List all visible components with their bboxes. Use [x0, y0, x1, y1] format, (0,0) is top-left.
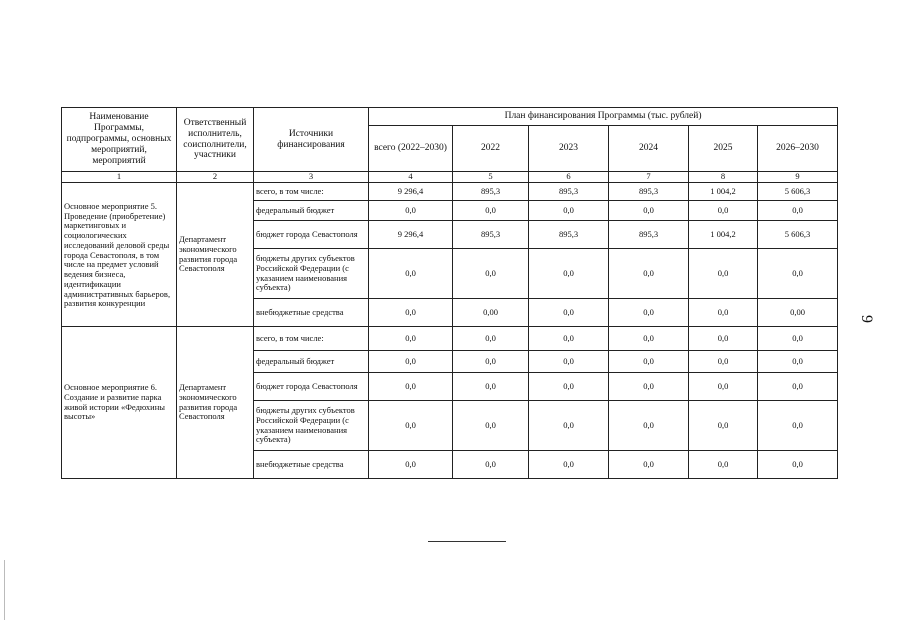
value-cell: 0,0 [369, 451, 453, 479]
column-index: 1 [62, 172, 177, 183]
value-cell: 0,0 [529, 299, 609, 327]
source-cell: внебюджетные средства [254, 451, 369, 479]
value-cell: 0,0 [689, 351, 758, 373]
value-cell: 0,0 [609, 201, 689, 221]
header-plan-title: План финансирования Программы (тыс. рублей) [369, 108, 838, 126]
source-cell: федеральный бюджет [254, 351, 369, 373]
value-cell: 0,0 [453, 351, 529, 373]
value-cell: 895,3 [529, 221, 609, 249]
column-index: 7 [609, 172, 689, 183]
value-cell: 0,0 [689, 451, 758, 479]
value-cell: 0,00 [453, 299, 529, 327]
value-cell: 0,0 [369, 299, 453, 327]
column-index: 3 [254, 172, 369, 183]
value-cell: 895,3 [529, 183, 609, 201]
value-cell: 0,0 [758, 327, 838, 351]
source-cell: внебюджетные средства [254, 299, 369, 327]
column-index: 4 [369, 172, 453, 183]
value-cell: 0,0 [689, 401, 758, 451]
header-source: Источники финансирования [254, 108, 369, 172]
column-index: 9 [758, 172, 838, 183]
value-cell: 895,3 [453, 183, 529, 201]
value-cell: 0,0 [369, 351, 453, 373]
value-cell: 0,0 [369, 201, 453, 221]
value-cell: 0,0 [609, 327, 689, 351]
source-cell: бюджеты других субъектов Российской Федерации (с указанием наименования субъекта) [254, 249, 369, 299]
header-name: Наименование Программы, подпрограммы, основных мероприятий, мероприятий [62, 108, 177, 172]
value-cell: 0,0 [758, 401, 838, 451]
value-cell: 0,0 [689, 299, 758, 327]
header-year: 2022 [453, 126, 529, 172]
value-cell: 0,0 [609, 451, 689, 479]
financing-table [61, 107, 838, 479]
value-cell: 0,0 [758, 201, 838, 221]
value-cell: 0,0 [529, 373, 609, 401]
value-cell: 1 004,2 [689, 221, 758, 249]
value-cell: 0,0 [609, 299, 689, 327]
value-cell: 0,0 [689, 373, 758, 401]
value-cell: 0,0 [758, 249, 838, 299]
measure-executor: Департамент экономического развития города Севастополя [177, 183, 254, 327]
column-index: 8 [689, 172, 758, 183]
value-cell: 0,0 [758, 351, 838, 373]
source-cell: всего, в том числе: [254, 183, 369, 201]
value-cell: 0,0 [453, 451, 529, 479]
value-cell: 9 296,4 [369, 183, 453, 201]
measure-name: Основное мероприятие 5. Проведение (приобретение) маркетинговых и социологических исследований деловой среды города Севастополя, в том числе на предмет условий ведения бизнеса, идентификации административных барьеров, развития конкуренции [62, 183, 177, 327]
end-rule [428, 541, 506, 542]
header-year: 2024 [609, 126, 689, 172]
table-row [62, 327, 838, 351]
column-index-row [62, 172, 838, 183]
header-executor: Ответственный исполнитель, соисполнители, участники [177, 108, 254, 172]
measure-executor: Департамент экономического развития города Севастополя [177, 327, 254, 479]
value-cell: 0,0 [453, 327, 529, 351]
value-cell: 0,0 [369, 249, 453, 299]
page-number: 9 [858, 315, 875, 323]
value-cell: 0,0 [529, 249, 609, 299]
header-year: 2025 [689, 126, 758, 172]
value-cell: 0,0 [758, 451, 838, 479]
value-cell: 0,0 [453, 201, 529, 221]
value-cell: 0,0 [689, 201, 758, 221]
column-index: 5 [453, 172, 529, 183]
value-cell: 0,0 [609, 401, 689, 451]
source-cell: бюджет города Севастополя [254, 373, 369, 401]
value-cell: 0,0 [529, 451, 609, 479]
value-cell: 0,0 [529, 327, 609, 351]
value-cell: 895,3 [453, 221, 529, 249]
header-year: 2023 [529, 126, 609, 172]
value-cell: 5 606,3 [758, 221, 838, 249]
value-cell: 0,0 [609, 373, 689, 401]
value-cell: 0,0 [529, 401, 609, 451]
value-cell: 0,0 [609, 249, 689, 299]
value-cell: 0,0 [369, 327, 453, 351]
column-index: 6 [529, 172, 609, 183]
scan-edge-mark [4, 560, 5, 620]
header-total: всего (2022–2030) [369, 126, 453, 172]
value-cell: 5 606,3 [758, 183, 838, 201]
value-cell: 0,0 [453, 401, 529, 451]
source-cell: бюджеты других субъектов Российской Федерации (с указанием наименования субъекта) [254, 401, 369, 451]
value-cell: 0,0 [689, 327, 758, 351]
value-cell: 1 004,2 [689, 183, 758, 201]
value-cell: 0,0 [453, 373, 529, 401]
table-row [62, 183, 838, 201]
value-cell: 0,0 [369, 373, 453, 401]
value-cell: 0,00 [758, 299, 838, 327]
source-cell: бюджет города Севастополя [254, 221, 369, 249]
value-cell: 0,0 [758, 373, 838, 401]
column-index: 2 [177, 172, 254, 183]
value-cell: 895,3 [609, 221, 689, 249]
value-cell: 9 296,4 [369, 221, 453, 249]
source-cell: федеральный бюджет [254, 201, 369, 221]
header-year: 2026–2030 [758, 126, 838, 172]
value-cell: 0,0 [529, 351, 609, 373]
value-cell: 0,0 [689, 249, 758, 299]
value-cell: 0,0 [453, 249, 529, 299]
measure-name: Основное мероприятие 6. Создание и развитие парка живой истории «Федюхины высоты» [62, 327, 177, 479]
source-cell: всего, в том числе: [254, 327, 369, 351]
value-cell: 0,0 [369, 401, 453, 451]
value-cell: 895,3 [609, 183, 689, 201]
value-cell: 0,0 [609, 351, 689, 373]
value-cell: 0,0 [529, 201, 609, 221]
